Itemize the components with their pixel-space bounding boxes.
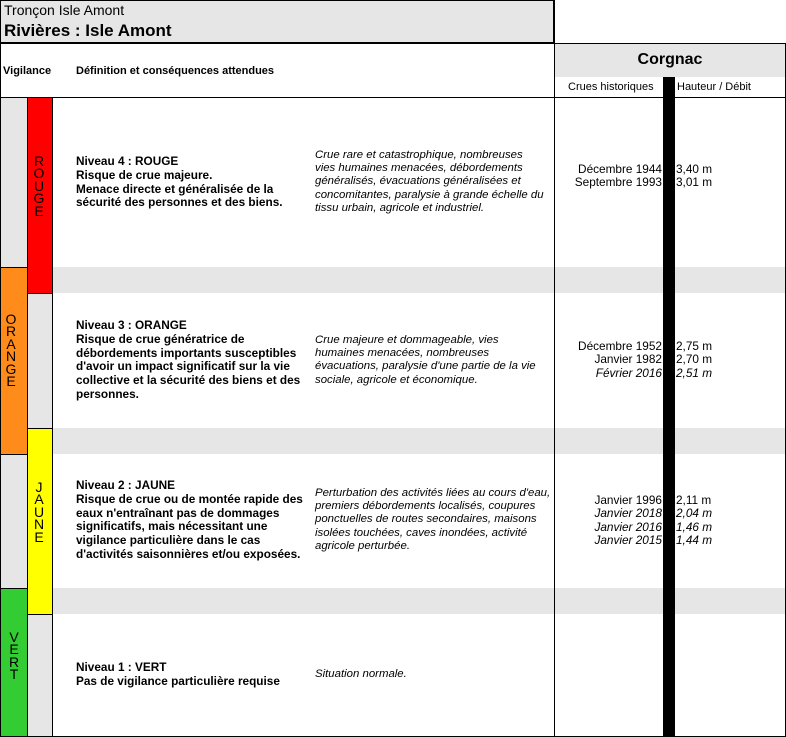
troncon-title: Tronçon Isle Amont — [4, 2, 125, 18]
vert-vertical-label: V E R T — [8, 629, 20, 683]
crue-row — [555, 367, 786, 380]
level-2-definition — [76, 479, 308, 562]
level-description: Risque de crue génératrice de débordements importants susceptibles d'avoir un impact significatif sur la vie collective et la sécurité des biens et des personnes. — [76, 331, 301, 401]
level-title: Niveau 1 : VERT — [76, 660, 167, 674]
crue-date: Décembre 1944 — [578, 162, 662, 176]
crue-value: 3,01 m — [676, 175, 713, 190]
line — [0, 43, 786, 44]
crue-value: 2,04 m — [676, 506, 713, 521]
crue-value: 2,70 m — [676, 352, 713, 367]
line — [27, 97, 28, 737]
crue-value: 2,75 m — [676, 339, 713, 353]
jaune-vertical-label: J A U N E — [33, 479, 45, 545]
crue-date: Janvier 2016 — [594, 519, 662, 534]
level-description: Pas de vigilance particulière requise — [76, 673, 280, 688]
crue-date: Février 2016 — [595, 365, 662, 380]
level-3-consequences: Crue majeure et dommageable, vies humaines menacées, nombreuses évacuations, paralysie d'une partie de la vie sociale, agricole et économique. — [315, 334, 536, 386]
crue-row — [555, 163, 786, 176]
crues-level-4 — [555, 163, 786, 190]
line — [0, 454, 27, 455]
col-a-gray — [0, 97, 27, 267]
crues-level-3 — [555, 340, 786, 380]
level-title: Niveau 4 : ROUGE — [76, 154, 179, 168]
orange-vertical-label: O R A N G E — [5, 311, 17, 390]
crue-date: Janvier 1996 — [594, 493, 662, 507]
crue-value: 1,44 m — [676, 533, 713, 548]
level-2-consequences: Perturbation des activités liées au cours d'eau, premiers débordements localisés, coupures ponctuelles de routes secondaires, maisons isolées touchées, caves inondées, activité agricole perturbée. — [315, 487, 551, 552]
separator-row — [52, 428, 786, 454]
crue-value: 1,46 m — [676, 519, 713, 534]
level-description: Risque de crue majeure. Menace directe et généralisée de la sécurité des personnes et des biens. — [76, 167, 283, 210]
crue-value: 3,40 m — [676, 162, 713, 176]
line — [27, 614, 52, 615]
line — [52, 97, 53, 737]
rouge-vertical-label: R O U G E — [33, 153, 45, 219]
crue-row — [555, 176, 786, 189]
level-title: Niveau 2 : JAUNE — [76, 478, 175, 492]
hauteur-column-header: Hauteur / Débit — [677, 81, 751, 93]
level-title: Niveau 3 : ORANGE — [76, 318, 187, 332]
line — [0, 43, 1, 737]
level-4-definition — [76, 155, 304, 210]
level-1-definition — [76, 661, 308, 689]
separator-row — [52, 267, 786, 293]
rivieres-title: Rivières : Isle Amont — [4, 21, 172, 40]
line — [27, 428, 52, 429]
col-b-gray — [27, 614, 52, 736]
crue-row — [555, 507, 786, 520]
col-a-gray — [0, 454, 27, 588]
crue-value: 2,51 m — [676, 365, 713, 380]
crue-row — [555, 534, 786, 547]
separator-row — [52, 588, 786, 614]
level-3-definition — [76, 319, 308, 402]
line — [0, 267, 27, 268]
crue-row — [555, 521, 786, 534]
line — [0, 97, 786, 98]
crue-date: Janvier 2015 — [594, 533, 662, 548]
definition-column-header: Définition et conséquences attendues — [76, 65, 275, 77]
level-4-consequences: Crue rare et catastrophique, nombreuses vies humaines menacées, débordements généralisés, évacuations généralisées et concomitantes, paralysie à grande échelle du tissu urbain, agricole et industriel. — [315, 149, 544, 214]
crue-row — [555, 353, 786, 366]
line — [0, 588, 27, 589]
crue-date: Janvier 1982 — [594, 352, 662, 367]
station-name: Corgnac — [637, 51, 703, 68]
col-b-gray — [27, 293, 52, 428]
crues-level-2 — [555, 494, 786, 548]
crue-value: 2,11 m — [676, 493, 712, 507]
level-1-consequences: Situation normale. — [315, 668, 407, 680]
line — [27, 293, 52, 294]
vigilance-column-header: Vigilance — [3, 65, 52, 77]
crue-date: Janvier 2018 — [594, 506, 662, 521]
crues-column-header: Crues historiques — [568, 81, 654, 93]
crue-row — [555, 494, 786, 507]
crue-date: Décembre 1952 — [578, 339, 662, 353]
crue-date: Septembre 1993 — [574, 175, 662, 190]
level-description: Risque de crue ou de montée rapide des eaux n'entraînant pas de dommages significatifs, mais nécessitant une vigilance particulière dans le cas d'activités saisonnières et/ou exposées. — [76, 491, 303, 561]
crue-row — [555, 340, 786, 353]
